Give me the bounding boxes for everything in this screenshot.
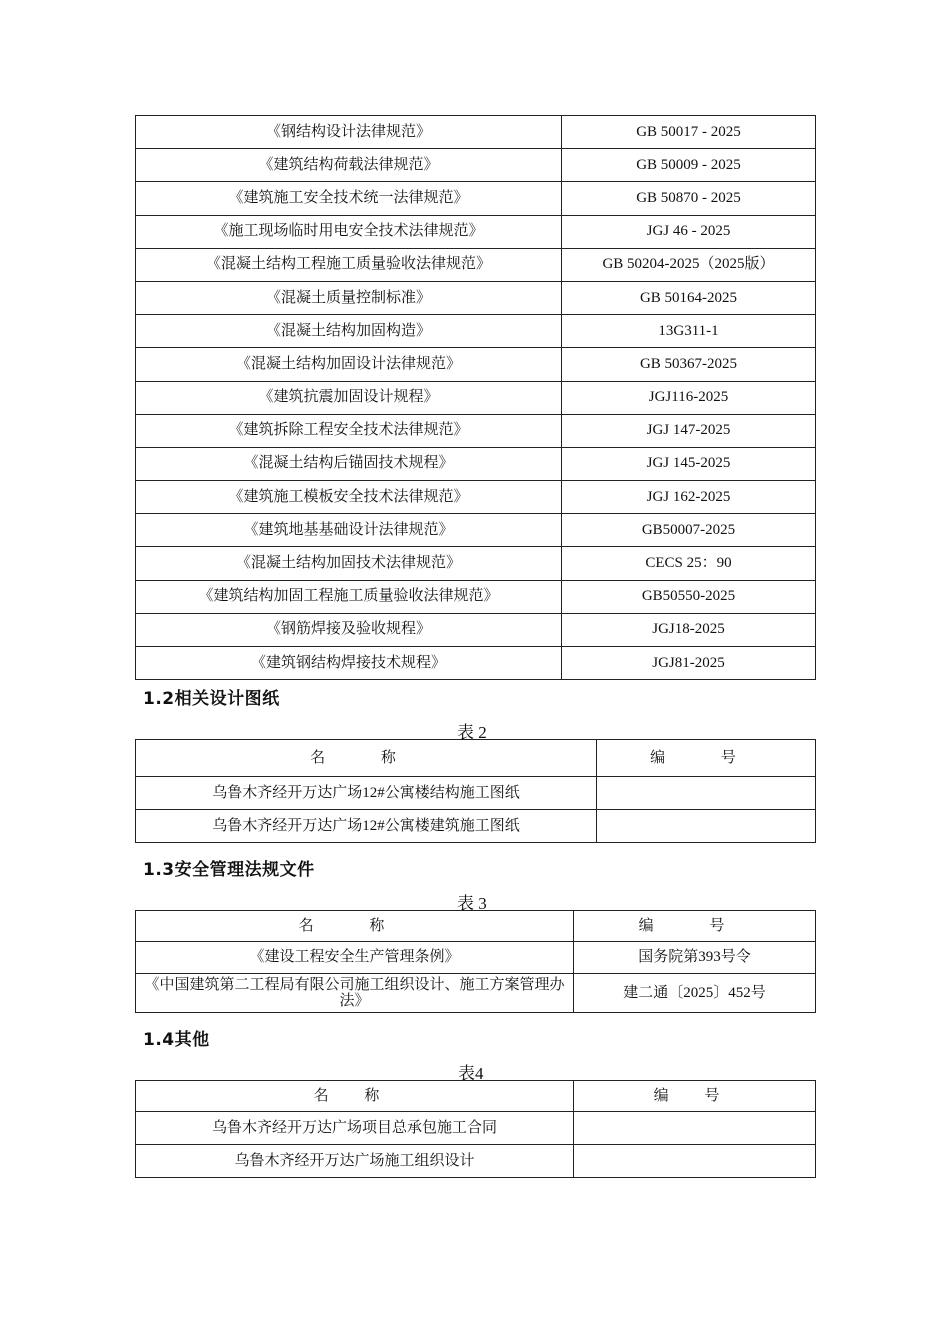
- standard-code: CECS 25：90: [562, 547, 816, 580]
- table-row: [136, 414, 816, 447]
- standard-name: 《混凝土结构加固设计法律规范》: [136, 348, 562, 381]
- standard-code: GB 50009 - 2025: [562, 149, 816, 182]
- table-row: [136, 348, 816, 381]
- table-row: [136, 1112, 816, 1145]
- section-heading-1-3: 1.3安全管理法规文件: [143, 860, 315, 880]
- table-row: [136, 381, 816, 414]
- standard-name: 《建筑施工模板安全技术法律规范》: [136, 481, 562, 514]
- standard-name: 《建筑施工安全技术统一法律规范》: [136, 182, 562, 215]
- standard-code: GB 50367-2025: [562, 348, 816, 381]
- standards-table: [135, 115, 816, 680]
- row-code: [597, 810, 816, 843]
- table-header-row: [136, 1081, 816, 1112]
- standard-code: GB 50164-2025: [562, 281, 816, 314]
- table-header-row: [136, 740, 816, 777]
- table-row: [136, 215, 816, 248]
- table-row: [136, 514, 816, 547]
- header-name: 名 称: [136, 740, 597, 777]
- table-row: [136, 613, 816, 646]
- table-header-row: [136, 911, 816, 942]
- standard-name: 《建筑拆除工程安全技术法律规范》: [136, 414, 562, 447]
- standard-code: JGJ 162-2025: [562, 481, 816, 514]
- standard-name: 《钢结构设计法律规范》: [136, 116, 562, 149]
- row-name: 乌鲁木齐经开万达广场施工组织设计: [136, 1145, 574, 1178]
- table-row: [136, 942, 816, 974]
- standard-name: 《建筑钢结构焊接技术规程》: [136, 647, 562, 680]
- safety-regulations-table: [135, 910, 816, 1013]
- standard-name: 《混凝土结构加固构造》: [136, 315, 562, 348]
- table-caption-4: 表4: [458, 1064, 484, 1083]
- table-caption-2: 表 2: [457, 723, 487, 742]
- standard-code: GB 50017 - 2025: [562, 116, 816, 149]
- standard-code: JGJ 147-2025: [562, 414, 816, 447]
- header-code: 编 号: [574, 911, 816, 942]
- table-caption-3: 表 3: [457, 894, 487, 913]
- table-row: [136, 315, 816, 348]
- table-row: [136, 248, 816, 281]
- other-documents-table: [135, 1080, 816, 1178]
- table-row: [136, 447, 816, 480]
- header-name: 名 称: [136, 1081, 574, 1112]
- standard-name: 《混凝土结构后锚固技术规程》: [136, 447, 562, 480]
- standard-name: 《施工现场临时用电安全技术法律规范》: [136, 215, 562, 248]
- header-code: 编 号: [574, 1081, 816, 1112]
- table-row: [136, 481, 816, 514]
- standard-name: 《建筑地基基础设计法律规范》: [136, 514, 562, 547]
- table-row: [136, 281, 816, 314]
- row-code: 建二通〔2025〕452号: [574, 974, 816, 1013]
- section-heading-1-2: 1.2相关设计图纸: [143, 689, 280, 709]
- standard-code: JGJ 145-2025: [562, 447, 816, 480]
- standard-code: JGJ18-2025: [562, 613, 816, 646]
- row-name: 乌鲁木齐经开万达广场12#公寓楼建筑施工图纸: [136, 810, 597, 843]
- header-name: 名 称: [136, 911, 574, 942]
- standard-code: GB 50870 - 2025: [562, 182, 816, 215]
- standard-name: 《建筑抗震加固设计规程》: [136, 381, 562, 414]
- header-code: 编 号: [597, 740, 816, 777]
- standard-name: 《钢筋焊接及验收规程》: [136, 613, 562, 646]
- table-row: [136, 547, 816, 580]
- table-row: [136, 182, 816, 215]
- row-name: 《中国建筑第二工程局有限公司施工组织设计、施工方案管理办法》: [136, 974, 574, 1013]
- table-row: [136, 149, 816, 182]
- standard-name: 《混凝土结构工程施工质量验收法律规范》: [136, 248, 562, 281]
- design-drawings-table: [135, 739, 816, 843]
- standard-code: JGJ 46 - 2025: [562, 215, 816, 248]
- standard-code: GB50550-2025: [562, 580, 816, 613]
- table-row: [136, 580, 816, 613]
- row-code: [574, 1145, 816, 1178]
- standard-name: 《建筑结构荷载法律规范》: [136, 149, 562, 182]
- section-heading-1-4: 1.4其他: [143, 1030, 210, 1050]
- standard-name: 《混凝土结构加固技术法律规范》: [136, 547, 562, 580]
- row-name: 乌鲁木齐经开万达广场12#公寓楼结构施工图纸: [136, 777, 597, 810]
- row-name: 《建设工程安全生产管理条例》: [136, 942, 574, 974]
- row-code: 国务院第393号令: [574, 942, 816, 974]
- standard-code: JGJ116-2025: [562, 381, 816, 414]
- row-code: [574, 1112, 816, 1145]
- table-row: [136, 116, 816, 149]
- table-row: [136, 647, 816, 680]
- standard-name: 《混凝土质量控制标准》: [136, 281, 562, 314]
- row-code: [597, 777, 816, 810]
- table-row: [136, 777, 816, 810]
- standard-code: GB 50204-2025（2025版）: [562, 248, 816, 281]
- table-row: [136, 1145, 816, 1178]
- standard-name: 《建筑结构加固工程施工质量验收法律规范》: [136, 580, 562, 613]
- table-row: [136, 974, 816, 1013]
- table-row: [136, 810, 816, 843]
- row-name: 乌鲁木齐经开万达广场项目总承包施工合同: [136, 1112, 574, 1145]
- standard-code: JGJ81-2025: [562, 647, 816, 680]
- standard-code: GB50007-2025: [562, 514, 816, 547]
- standard-code: 13G311-1: [562, 315, 816, 348]
